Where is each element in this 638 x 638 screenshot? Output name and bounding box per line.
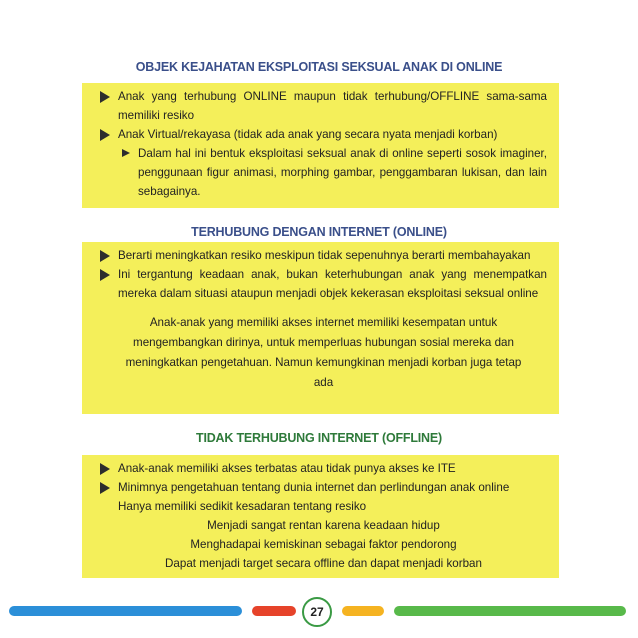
list-item: Ini tergantung keadaan anak, bukan keterhubungan anak yang menempatkan mereka dalam situasi ataupun menjadi objek kekerasan eksploitasi seksual online — [100, 265, 547, 303]
footer-bar-green — [394, 606, 626, 616]
section2-paragraph: Anak-anak yang memiliki akses internet memiliki kesempatan untuk mengembangkan dirinya, untuk memperluas hubungan sosial mereka dan meningkatkan pengetahuan. Namun kemungkinan menjadi korban juga tetap ada — [125, 316, 522, 389]
text-line: Dapat menjadi target secara offline dan dapat menjadi korban — [165, 557, 482, 570]
footer-bar-orange — [342, 606, 384, 616]
triangle-bullet-icon — [122, 149, 130, 157]
triangle-bullet-icon — [100, 463, 110, 475]
triangle-bullet-icon — [100, 129, 110, 141]
list-item: Anak-anak memiliki akses terbatas atau tidak punya akses ke ITE — [100, 459, 547, 478]
list-item: Anak yang terhubung ONLINE maupun tidak terhubung/OFFLINE sama-sama memiliki resiko — [100, 87, 547, 125]
section2-title: TERHUBUNG DENGAN INTERNET (ONLINE) — [191, 225, 447, 239]
section1-title: OBJEK KEJAHATAN EKSPLOITASI SEKSUAL ANAK DI ONLINE — [135, 60, 503, 74]
section3-box — [82, 455, 559, 578]
footer-bar-blue — [9, 606, 242, 616]
triangle-bullet-icon — [100, 269, 110, 281]
triangle-bullet-icon — [100, 482, 110, 494]
list-item: Berarti meningkatkan resiko meskipun tidak sepenuhnya berarti membahayakan — [100, 246, 547, 265]
section3-title: TIDAK TERHUBUNG INTERNET (OFFLINE) — [196, 431, 442, 445]
page-number: 27 — [302, 597, 332, 627]
list-item: Anak Virtual/rekayasa (tidak ada anak yang secara nyata menjadi korban) — [100, 125, 547, 144]
list-item: Minimnya pengetahuan tentang dunia internet dan perlindungan anak online — [100, 478, 547, 497]
text-line: Menghadapai kemiskinan sebagai faktor pendorong — [190, 538, 457, 551]
section2-box — [82, 242, 559, 414]
sub-list-item: Dalam hal ini bentuk eksploitasi seksual anak di online seperti sosok imaginer, penggunaan figur animasi, morphing gambar, penggambaran lukisan, dan lain sebagainya. — [100, 144, 547, 201]
triangle-bullet-icon — [100, 250, 110, 262]
footer-bar-red — [252, 606, 296, 616]
text-line: Menjadi sangat rentan karena keadaan hidup — [207, 519, 440, 532]
triangle-bullet-icon — [100, 91, 110, 103]
text-line: Hanya memiliki sedikit kesadaran tentang resiko — [118, 500, 367, 513]
section1-box — [82, 83, 559, 208]
